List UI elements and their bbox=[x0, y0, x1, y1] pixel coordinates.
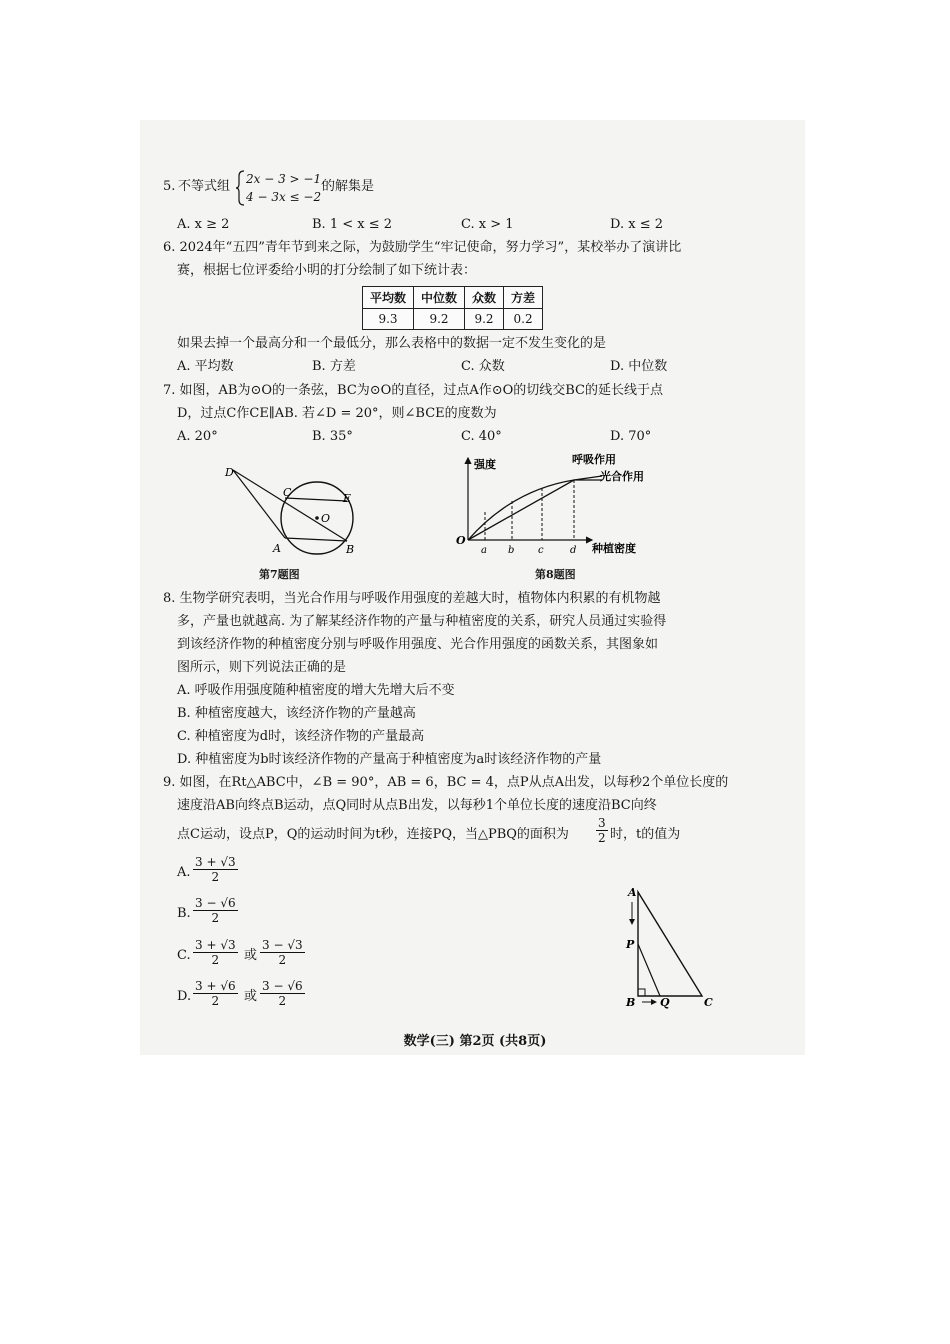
tick-label: c bbox=[538, 545, 544, 556]
q7-option-a: A. 20° bbox=[177, 429, 218, 444]
point-label-d: D bbox=[225, 466, 234, 479]
q9-option-d-fraction-1 bbox=[193, 979, 238, 1008]
center-dot bbox=[315, 516, 319, 520]
table-header-cell: 中位数 bbox=[414, 287, 465, 309]
figure-7-caption: 第7题图 bbox=[259, 568, 300, 581]
curve-respiration bbox=[468, 476, 602, 540]
q9-option-c-label: C. bbox=[177, 948, 191, 963]
table-header-cell: 平均数 bbox=[363, 287, 414, 309]
fraction-numerator: 3 + √3 bbox=[195, 938, 236, 952]
q9-option-d-or: 或 bbox=[244, 989, 258, 1004]
q9-option-c-or: 或 bbox=[244, 948, 258, 963]
q8-line-3: 到该经济作物的种植密度分别与呼吸作用强度、光合作用强度的函数关系，其图象如 bbox=[177, 637, 659, 652]
q9-line-1: 9. 如图，在Rt△ABC中，∠B = 90°，AB = 6，BC = 4，点P从点A出发，以每秒2个单位长度的 bbox=[163, 775, 729, 790]
q5-stem-before: 不等式组 bbox=[178, 179, 231, 194]
curve-label-photosynthesis: 光合作用 bbox=[600, 470, 644, 483]
point-label-b: B bbox=[346, 543, 355, 556]
curve-photosynthesis bbox=[468, 480, 602, 540]
point-label-e: E bbox=[343, 492, 352, 505]
chord-ab bbox=[285, 538, 347, 541]
fraction-denominator: 2 bbox=[211, 953, 220, 967]
tick-label: d bbox=[570, 545, 577, 556]
figure-8-caption: 第8题图 bbox=[535, 568, 576, 581]
q7-option-d: D. 70° bbox=[610, 429, 652, 444]
table-cell: 9.2 bbox=[465, 309, 504, 330]
q8-option-d: D. 种植密度为b时该经济作物的产量高于种植密度为a时该经济作物的产量 bbox=[177, 752, 602, 767]
tangent-line-da bbox=[233, 470, 285, 538]
chord-ce bbox=[285, 498, 347, 501]
point-label-c: C bbox=[283, 486, 292, 499]
x-axis-label: 种植密度 bbox=[592, 542, 636, 555]
q5-option-c: C. x > 1 bbox=[461, 217, 514, 232]
q8-option-b: B. 种植密度越大，该经济作物的产量越高 bbox=[177, 706, 416, 721]
q7-line-1: 7. 如图，AB为⊙O的一条弦，BC为⊙O的直径，过点A作⊙O的切线交BC的延长线于点 bbox=[163, 383, 663, 398]
q9-option-d-fraction-2 bbox=[260, 979, 305, 1008]
point-label-q: Q bbox=[660, 996, 670, 1009]
fraction-denominator: 2 bbox=[278, 994, 287, 1008]
q7-option-c: C. 40° bbox=[461, 429, 502, 444]
table-header-cell: 方差 bbox=[504, 287, 543, 309]
q9-option-c-fraction-2 bbox=[260, 938, 305, 967]
fraction-numerator: 3 bbox=[598, 816, 606, 830]
page-footer: 数学(三) 第2页 (共8页) bbox=[403, 1034, 547, 1049]
q9-line-3-before: 点C运动，设点P，Q的运动时间为t秒，连接PQ，当△PBQ的面积为 bbox=[177, 827, 569, 842]
fraction-denominator: 2 bbox=[598, 831, 606, 845]
q6-line-1: 6. 2024年“五四”青年节到来之际，为鼓励学生“牢记使命，努力学习”，某校举办了演讲比 bbox=[163, 240, 682, 255]
q9-option-d-label: D. bbox=[177, 989, 192, 1004]
q6-line-3: 如果去掉一个最高分和一个最低分，那么表格中的数据一定不发生变化的是 bbox=[177, 336, 607, 351]
point-label-a: A bbox=[628, 886, 637, 899]
q9-line-2: 速度沿AB向终点B运动，点Q同时从点B出发，以每秒1个单位长度的速度沿BC向终 bbox=[177, 798, 657, 813]
point-label-b: B bbox=[626, 996, 636, 1009]
q6-option-d: D. 中位数 bbox=[610, 359, 668, 374]
triangle-abc bbox=[638, 892, 702, 996]
q9-option-c-fraction-1 bbox=[193, 938, 238, 967]
figure-8-graph bbox=[452, 450, 662, 560]
table-cell: 9.3 bbox=[363, 309, 414, 330]
q9-option-b-fraction bbox=[193, 896, 238, 925]
right-angle-mark bbox=[638, 989, 645, 996]
q8-line-2: 多，产量也就越高. 为了解某经济作物的产量与种植密度的关系，研究人员通过实验得 bbox=[177, 614, 667, 629]
fraction-numerator: 3 + √3 bbox=[195, 855, 236, 869]
q9-option-a-label: A. bbox=[177, 865, 191, 880]
fraction-numerator: 3 − √6 bbox=[262, 979, 303, 993]
y-axis-label: 强度 bbox=[474, 458, 496, 471]
fraction-denominator: 2 bbox=[211, 994, 220, 1008]
q9-option-a-fraction bbox=[193, 855, 238, 884]
q5-number: 5. bbox=[163, 179, 176, 194]
fraction-denominator: 2 bbox=[211, 870, 220, 884]
fraction-denominator: 2 bbox=[278, 953, 287, 967]
table-row bbox=[363, 309, 543, 330]
table-header-row bbox=[363, 287, 543, 309]
q5-option-b: B. 1 < x ≤ 2 bbox=[312, 217, 393, 232]
fraction-denominator: 2 bbox=[211, 911, 220, 925]
figure-9-triangle bbox=[618, 884, 718, 1009]
q8-line-4: 图所示，则下列说法正确的是 bbox=[177, 660, 347, 675]
q5-option-a: A. x ≥ 2 bbox=[177, 217, 230, 232]
q8-option-a: A. 呼吸作用强度随种植密度的增大先增大后不变 bbox=[177, 683, 455, 698]
table-cell: 9.2 bbox=[414, 309, 465, 330]
q5-brace bbox=[236, 170, 246, 206]
segment-pq bbox=[638, 944, 660, 996]
point-label-a: A bbox=[273, 542, 281, 555]
fraction-numerator: 3 − √3 bbox=[262, 938, 303, 952]
q6-stats-table bbox=[362, 286, 543, 330]
origin-label: O bbox=[456, 534, 466, 547]
q9-option-b-label: B. bbox=[177, 906, 191, 921]
table-header-cell: 众数 bbox=[465, 287, 504, 309]
fraction-numerator: 3 + √6 bbox=[195, 979, 236, 993]
point-label-o: O bbox=[321, 512, 331, 525]
point-label-c: C bbox=[704, 996, 713, 1009]
tick-label: b bbox=[508, 545, 515, 556]
q6-option-b: B. 方差 bbox=[312, 359, 356, 374]
fraction-numerator: 3 − √6 bbox=[195, 896, 236, 910]
q9-line-3-after: 时，t的值为 bbox=[610, 827, 681, 842]
line-db bbox=[233, 470, 347, 541]
q5-stem-after: 的解集是 bbox=[322, 179, 375, 194]
q6-line-2: 赛，根据七位评委给小明的打分绘制了如下统计表： bbox=[177, 263, 477, 278]
table-cell: 0.2 bbox=[504, 309, 543, 330]
curve-label-respiration: 呼吸作用 bbox=[572, 453, 616, 466]
q9-area-fraction bbox=[596, 816, 608, 845]
q5-option-d: D. x ≤ 2 bbox=[610, 217, 663, 232]
q6-option-c: C. 众数 bbox=[461, 359, 505, 374]
q8-option-c: C. 种植密度为d时，该经济作物的产量最高 bbox=[177, 729, 425, 744]
q5-equation-1: 2x − 3 > −1, bbox=[246, 172, 325, 186]
point-label-p: P bbox=[626, 938, 635, 951]
q7-option-b: B. 35° bbox=[312, 429, 353, 444]
q6-option-a: A. 平均数 bbox=[177, 359, 234, 374]
q7-line-2: D，过点C作CE∥AB. 若∠D = 20°，则∠BCE的度数为 bbox=[177, 406, 497, 421]
q8-line-1: 8. 生物学研究表明，当光合作用与呼吸作用强度的差越大时，植物体内积累的有机物越 bbox=[163, 591, 661, 606]
q5-equation-2: 4 − 3x ≤ −2 bbox=[246, 190, 322, 204]
tick-label: a bbox=[481, 545, 487, 556]
figure-7-circle-diagram bbox=[215, 458, 365, 558]
